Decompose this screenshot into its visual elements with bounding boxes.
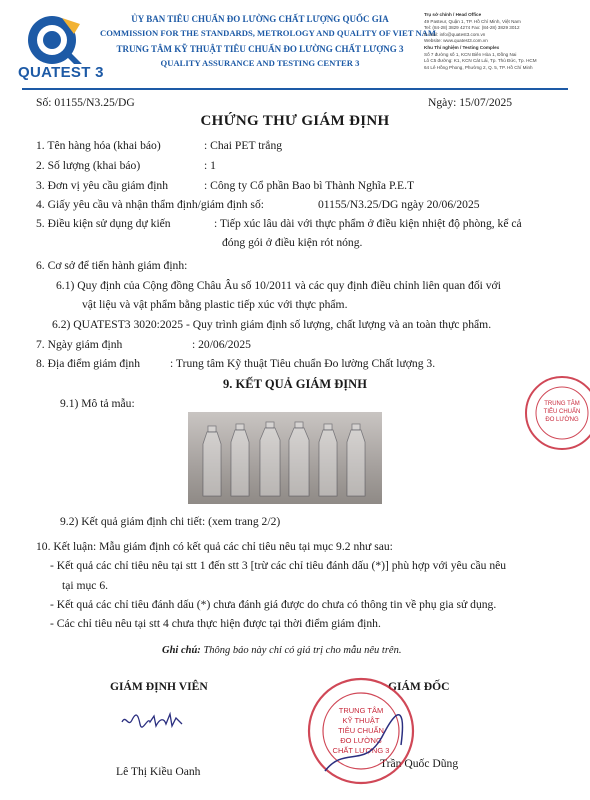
bottle-6-icon xyxy=(347,424,365,496)
item-8-label: 8. Địa điểm giám định xyxy=(36,357,141,370)
item-6-1: 6.1) Quy định của Cộng đồng Châu Âu số 10/2011 và các quy định điều chỉnh liên quan đối với xyxy=(56,279,501,292)
address-line: Khu Thí nghiệm / Testing Complex xyxy=(424,44,500,50)
stamp-line: TIÊU CHUẨN xyxy=(543,409,581,415)
item-2-label: 2. Số lượng (khai báo) xyxy=(36,159,141,172)
conclusion-point-1-cont: tại mục 6. xyxy=(62,579,109,592)
header-line-1: ỦY BAN TIÊU CHUẨN ĐO LƯỜNG CHẤT LƯỢNG QUỐC GIA xyxy=(131,14,389,24)
item-4-value: 01155/N3.25/DG ngày 20/06/2025 xyxy=(318,198,480,211)
note-text: Thông báo này chỉ có giá trị cho mẫu nêu trên. xyxy=(203,645,402,656)
item-5-value: : Tiếp xúc lâu dài với thực phẩm ở điều kiện nhiệt độ phòng, kể cả xyxy=(214,217,522,230)
note xyxy=(162,645,401,656)
stamp-line: ĐO LƯỜNG xyxy=(340,736,382,745)
conclusion-point-3: - Các chỉ tiêu nêu tại stt 4 chưa thực hiện được tại thời điểm giám định. xyxy=(50,617,381,630)
item-1-label: 1. Tên hàng hóa (khai báo) xyxy=(36,139,161,152)
item-6-2: 6.2) QUATEST3 3020:2025 - Quy trình giám định số lượng, chất lượng và an toàn thực phẩm. xyxy=(52,318,492,331)
address-line: 64 Lê Hồng Phong, Phường 2, Q. 5, TP. Hồ Chí Minh xyxy=(424,64,533,70)
doc-date: Ngày: 15/07/2025 xyxy=(428,96,513,109)
logo-wordmark: QUATEST 3 xyxy=(18,64,104,81)
side-stamp xyxy=(522,373,590,453)
official-stamp xyxy=(305,675,417,787)
director-title: GIÁM ĐỐC xyxy=(388,680,450,693)
results-sample-description: 9.1) Mô tả mẫu: xyxy=(60,397,135,410)
header-line-3: TRUNG TÂM KỸ THUẬT TIÊU CHUẨN ĐO LƯỜNG CHẤT LƯỢNG 3 xyxy=(116,44,404,54)
item-8-value: : Trung tâm Kỹ thuật Tiêu chuẩn Đo lường Chất lượng 3. xyxy=(170,357,436,370)
header-address-block xyxy=(424,12,586,71)
stamp-line: CHẤT LƯỢNG 3 xyxy=(332,746,390,755)
item-2-value: : 1 xyxy=(204,159,216,172)
header-line-4: QUALITY ASSURANCE AND TESTING CENTER 3 xyxy=(160,58,360,68)
stamp-line: ĐO LƯỜNG xyxy=(545,417,579,423)
doc-number: Số: 01155/N3.25/DG xyxy=(36,96,135,109)
director-name: Trần Quốc Dũng xyxy=(380,757,459,770)
inspector-name: Lê Thị Kiều Oanh xyxy=(116,765,201,778)
inspector-signature xyxy=(118,708,188,732)
address-line: Trụ sở chính / Head Office xyxy=(424,12,482,17)
address-line: E-mail: info@quatest3.com.vn xyxy=(424,31,486,37)
bottle-5-icon xyxy=(319,424,337,496)
stamp-line: TIÊU CHUẨN xyxy=(338,726,384,735)
address-line: Website: www.quatest3.com.vn xyxy=(424,38,488,44)
item-4-label: 4. Giấy yêu cầu và nhận thẩm định/giám định số: xyxy=(36,198,264,211)
stamp-line: TRUNG TÂM xyxy=(338,706,384,715)
address-line: Lô C5 đường: K1, KCN Cát Lái, Tp. Thủ Đức, Tp. HCM xyxy=(424,58,537,64)
conclusion-point-1: - Kết quả các chỉ tiêu nêu tại stt 1 đến stt 3 [trừ các chỉ tiêu đánh dấu (*)] phù hợp với yêu cầu nêu xyxy=(50,559,507,572)
item-5-label: 5. Điều kiện sử dụng dự kiến xyxy=(36,217,171,230)
note-label: Ghi chú: xyxy=(162,645,201,656)
address-line: 49 Pasteur, Quận 1, TP. Hồ Chí Minh, Việt Nam xyxy=(424,18,521,24)
item-3-value: : Công ty Cổ phần Bao bì Thành Nghĩa P.E.T xyxy=(204,179,415,192)
results-heading: 9. KẾT QUẢ GIÁM ĐỊNH xyxy=(223,377,367,391)
item-3-label: 3. Đơn vị yêu cầu giám định xyxy=(36,179,169,192)
address-line: Số 7 đường số 1, KCN Biên Hòa 1, Đồng Nai xyxy=(424,51,517,57)
header-divider xyxy=(22,88,568,90)
item-1-value: : Chai PET trắng xyxy=(204,139,283,152)
address-line: Tel: (84-28) 3829 4274 Fax: (84-28) 3829 3012 xyxy=(424,25,520,31)
results-detail: 9.2) Kết quả giám định chi tiết: (xem trang 2/2) xyxy=(60,515,281,528)
quatest-logo-icon xyxy=(22,12,100,72)
item-7-value: : 20/06/2025 xyxy=(192,338,251,351)
bottle-2-icon xyxy=(231,424,249,496)
conclusion-heading: 10. Kết luận: Mẫu giám định có kết quả các chỉ tiêu nêu tại mục 9.2 như sau: xyxy=(36,540,393,553)
bottle-3-icon xyxy=(260,422,280,496)
bottle-1-icon xyxy=(203,426,221,496)
inspector-title: GIÁM ĐỊNH VIÊN xyxy=(110,680,208,693)
document-title: CHỨNG THƯ GIÁM ĐỊNH xyxy=(200,113,390,129)
sample-photo xyxy=(188,412,382,504)
item-7-label: 7. Ngày giám định xyxy=(36,338,123,351)
header-line-2: COMMISSION FOR THE STANDARDS, METROLOGY AND QUALITY OF VIET NAM xyxy=(100,28,436,38)
item-6-1-cont: vật liệu và vật phẩm bằng plastic tiếp xúc với thực phẩm. xyxy=(82,298,348,311)
item-6-label: 6. Cơ sở để tiến hành giám định: xyxy=(36,259,188,272)
stamp-line: KỸ THUẬT xyxy=(342,716,380,725)
conclusion-point-2: - Kết quả các chỉ tiêu đánh dấu (*) chưa đánh giá được do chưa có thông tin về phụ gia sử dụng. xyxy=(50,598,497,611)
bottle-4-icon xyxy=(289,422,309,496)
stamp-line: TRUNG TÂM xyxy=(544,401,580,407)
item-5-value-cont: đóng gói ở điều kiện rót nóng. xyxy=(222,236,363,249)
